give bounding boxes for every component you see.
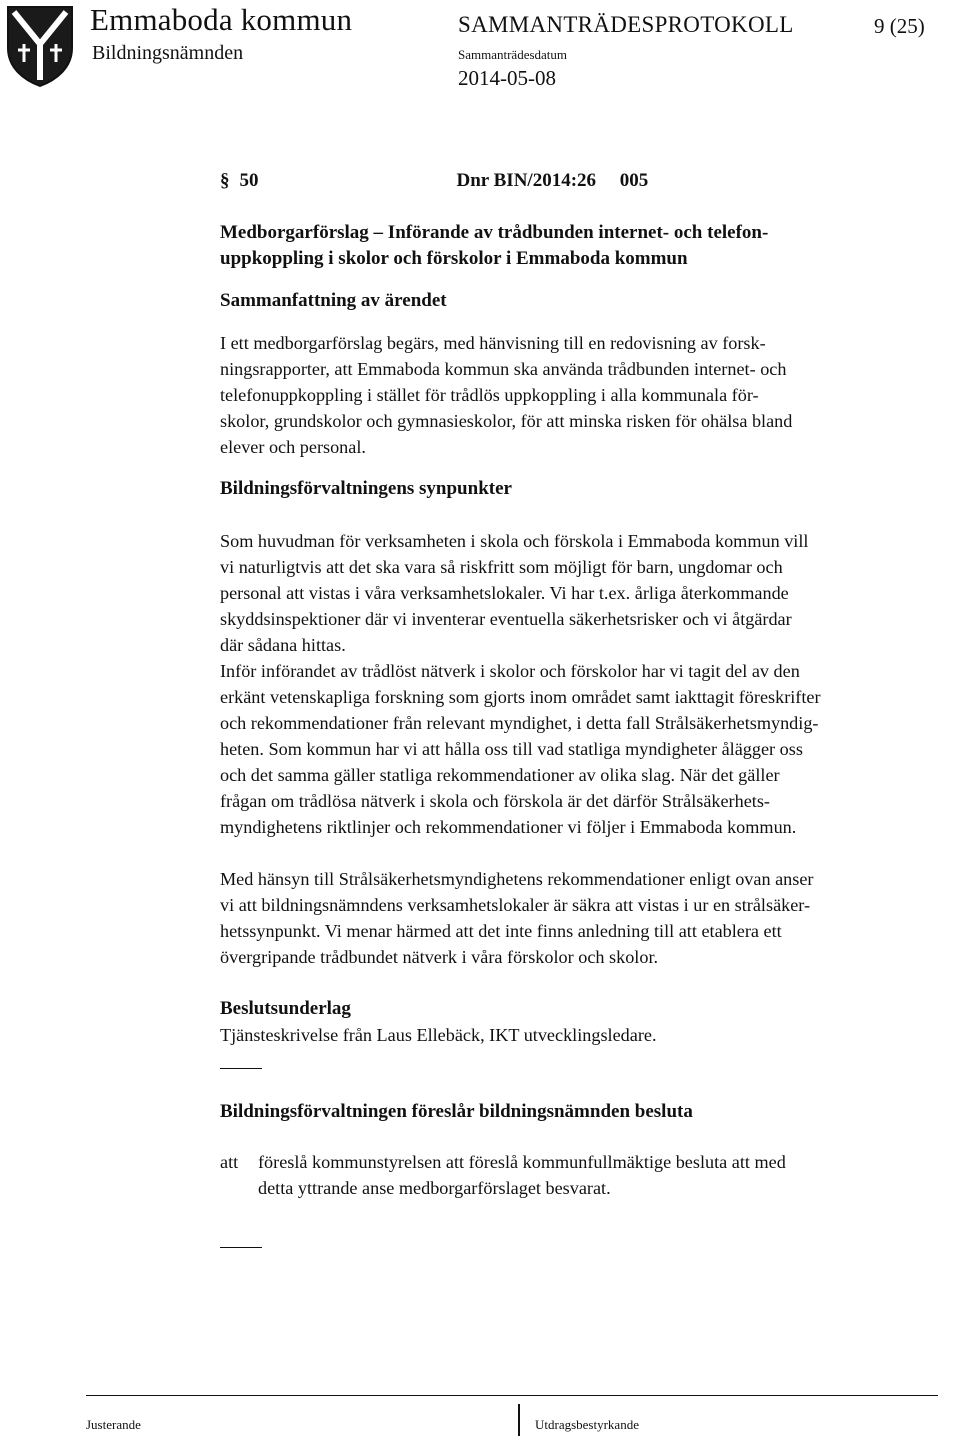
coat-of-arms-logo bbox=[4, 4, 76, 88]
section-symbol: § bbox=[220, 170, 230, 191]
summary-heading: Sammanfattning av ärendet bbox=[220, 290, 447, 311]
proposal-item bbox=[220, 1149, 940, 1201]
separator-line bbox=[220, 1068, 262, 1069]
viewpoints-paragraph: Som huvudman för verksamheten i skola och förskola i Emmaboda kommun vill vi naturligtvis att det ska vara så riskfritt som möjligt för barn, ungdomar och personal att vistas i våra verksamhetslokaler. Vi har t.ex. årliga återkommande skyddsinspektioner där vi inventerar eventuella säkerhetsrisker och vi åtgärdar där sådana hittas. bbox=[220, 531, 809, 655]
page-number: 9 (25) bbox=[874, 14, 925, 38]
case-title: Medborgarförslag – Införande av trådbunden internet- och telefon- uppkoppling i skolor och förskolor i Emmaboda kommun bbox=[220, 222, 769, 269]
proposal-att-label: att bbox=[220, 1152, 239, 1172]
meeting-date: 2014-05-08 bbox=[458, 66, 556, 90]
meeting-date-label: Sammanträdesdatum bbox=[458, 47, 568, 62]
basis-text: Tjänsteskrivelse från Laus Ellebäck, IKT utvecklingsledare. bbox=[220, 1025, 657, 1045]
footer-divider bbox=[518, 1404, 520, 1436]
signature-field-utdragsbestyrkande: Utdragsbestyrkande bbox=[535, 1417, 639, 1432]
viewpoints-paragraph: Med hänsyn till Strålsäkerhetsmyndighetens rekommendationer enligt ovan anser vi att bildningsnämndens verksamhetslokaler är säkra att vistas i ur en strålsäker- hetssynpunkt. Vi menar härmed att det inte finns anledning till att etablera ett övergripande trådbundet nätverk i våra förskolor och skolor. bbox=[220, 869, 814, 967]
protocol-title: SAMMANTRÄDESPROTOKOLL bbox=[458, 12, 794, 37]
diary-number: Dnr BIN/2014:26 005 bbox=[456, 170, 649, 191]
separator-line bbox=[220, 1247, 262, 1248]
viewpoints-heading: Bildningsförvaltningens synpunkter bbox=[220, 478, 512, 499]
document-body bbox=[220, 168, 940, 1248]
summary-text: I ett medborgarförslag begärs, med hänvisning till en redovisning av forsk- ningsrapporter, att Emmaboda kommun ska använda trådbunden internet- och telefonuppkoppling i stället för trådlös uppkoppling i alla kommunala för- skolor, grundskolor och gymnasieskolor, för att minska risken för ohälsa bland elever och personal. bbox=[220, 333, 793, 457]
proposal-text: föreslå kommunstyrelsen att föreslå kommunfullmäktige besluta att med detta yttrande anse medborgarförslaget besvarat. bbox=[258, 1152, 786, 1198]
section-header bbox=[220, 168, 940, 196]
basis-heading: Beslutsunderlag bbox=[220, 998, 351, 1019]
committee-name: Bildningsnämnden bbox=[92, 42, 244, 64]
proposal-heading: Bildningsförvaltningen föreslår bildningsnämnden besluta bbox=[220, 1101, 693, 1122]
footer-rule bbox=[86, 1395, 938, 1396]
viewpoints-paragraph: Inför införandet av trådlöst nätverk i skolor och förskolor har vi tagit del av den erkänt vetenskapliga forskning som gjorts inom området samt iakttagit föreskrifter och rekommendationer från relevant myndighet, i detta fall Strålsäkerhetsmyndig- heten. Som kommun har vi att hålla oss till vad statliga myndigheter ålägger oss och det samma gäller statliga rekommendationer av olika slag. När det gäller frågan om trådlösa nätverk i skola och förskola är det därför Strålsäkerhets- myndighetens riktlinjer och rekommendationer vi följer i Emmaboda kommun. bbox=[220, 661, 821, 837]
signature-field-justerande: Justerande bbox=[86, 1417, 141, 1432]
municipality-name: Emmaboda kommun bbox=[90, 2, 353, 37]
section-number: 50 bbox=[239, 170, 259, 191]
